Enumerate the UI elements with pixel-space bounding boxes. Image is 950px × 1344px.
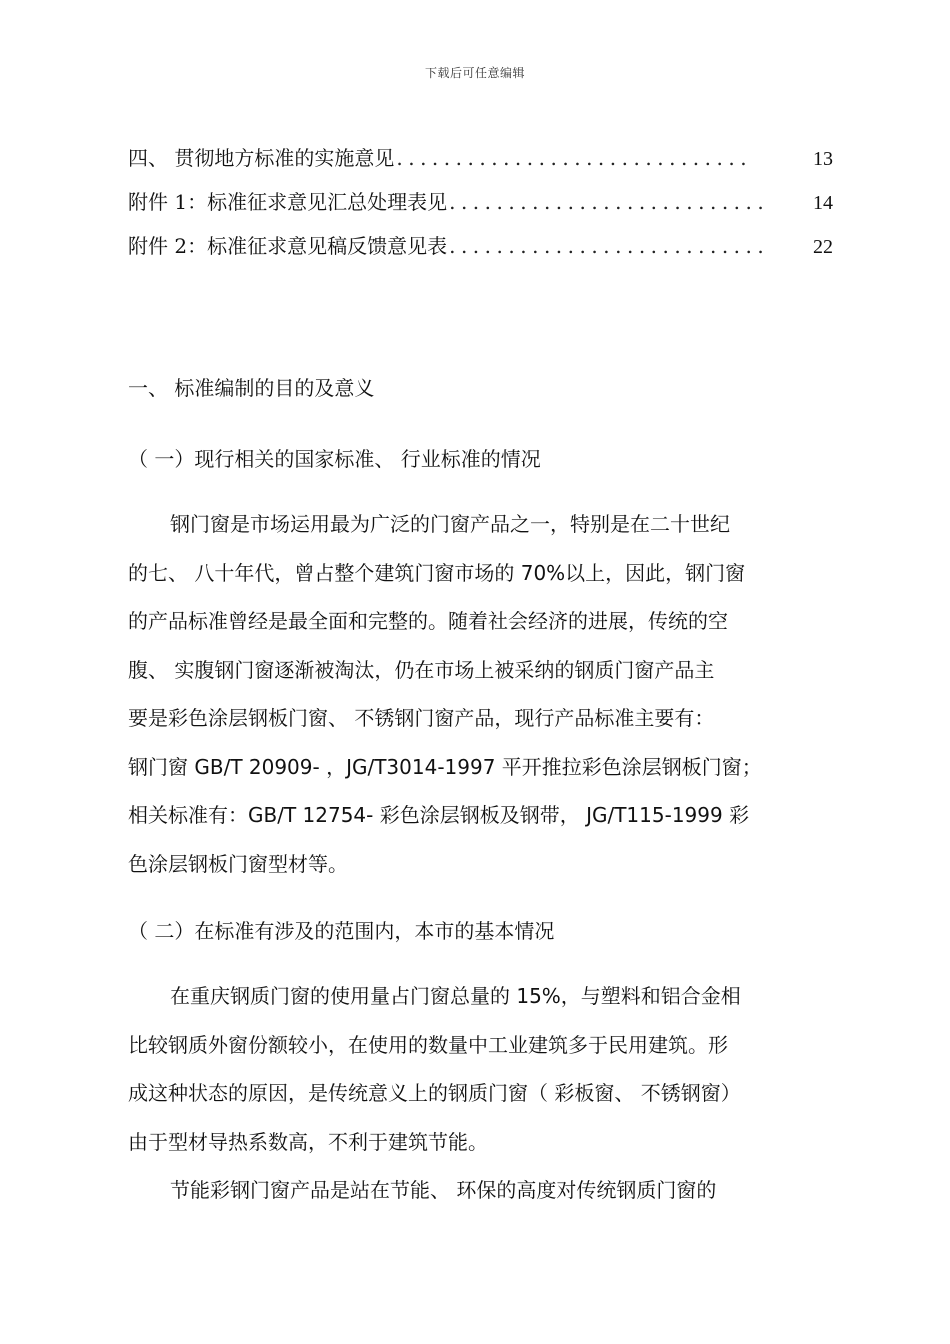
toc-page-number: 22 xyxy=(813,236,833,258)
paragraph-line: 要是彩色涂层钢板门窗、 不锈钢门窗产品，现行产品标准主要有： xyxy=(128,706,715,730)
paragraph xyxy=(128,500,833,888)
paragraph-line: 的产品标准曾经是最全面和完整的。随着社会经济的进展，传统的空 xyxy=(128,609,728,633)
paragraph-line: 节能彩钢门窗产品是站在节能、 环保的高度对传统钢质门窗的 xyxy=(170,1178,717,1202)
section-heading: 一、 标准编制的目的及意义 xyxy=(128,376,375,400)
toc-leader-dots: .............................. xyxy=(396,146,753,170)
toc-entry[interactable] xyxy=(128,142,833,186)
toc-entry-label: 四、 贯彻地方标准的实施意见 xyxy=(128,146,395,170)
table-of-contents xyxy=(128,142,833,274)
paragraph-line: 钢门窗 GB/T 20909- ，JG/T3014-1997 平开推拉彩色涂层钢板门窗； xyxy=(128,754,762,779)
paragraph-line: 比较钢质外窗份额较小，在使用的数量中工业建筑多于民用建筑。形 xyxy=(128,1032,728,1057)
paragraph-line: 腹、 实腹钢门窗逐渐被淘汰，仍在市场上被采纳的钢质门窗产品主 xyxy=(128,657,715,682)
paragraph-line: 成这种状态的原因，是传统意义上的钢质门窗（ 彩板窗、 不锈钢窗） xyxy=(128,1081,741,1105)
paragraph-line: 在重庆钢质门窗的使用量占门窗总量的 15%，与塑料和铝合金相 xyxy=(170,984,741,1008)
toc-page-number: 14 xyxy=(813,192,833,214)
subsection-heading: （ 二）在标准有涉及的范围内，本市的基本情况 xyxy=(128,919,555,943)
paragraph-line: 色涂层钢板门窗型材等。 xyxy=(128,851,348,876)
toc-leader-dots: ........................... xyxy=(449,234,770,258)
page-header: 下载后可任意编辑 xyxy=(424,66,525,80)
paragraph-line: 相关标准有：GB/T 12754- 彩色涂层钢板及钢带， JG/T115-1999 彩 xyxy=(128,803,750,827)
paragraph-line: 钢门窗是市场运用最为广泛的门窗产品之一，特别是在二十世纪 xyxy=(170,512,730,536)
paragraph xyxy=(128,972,833,1215)
toc-entry[interactable] xyxy=(128,186,833,230)
paragraph-line: 由于型材导热系数高，不利于建筑节能。 xyxy=(128,1129,488,1154)
toc-leader-dots: ........................... xyxy=(449,190,770,214)
subsection-heading: （ 一）现行相关的国家标准、 行业标准的情况 xyxy=(128,447,541,471)
toc-entry-label: 附件 2：标准征求意见稿反馈意见表 xyxy=(128,234,448,258)
paragraph-line: 的七、 八十年代，曾占整个建筑门窗市场的 70%以上，因此，钢门窗 xyxy=(128,560,746,585)
toc-entry-label: 附件 1：标准征求意见汇总处理表见 xyxy=(128,190,448,214)
toc-page-number: 13 xyxy=(813,148,833,170)
toc-entry[interactable] xyxy=(128,230,833,274)
